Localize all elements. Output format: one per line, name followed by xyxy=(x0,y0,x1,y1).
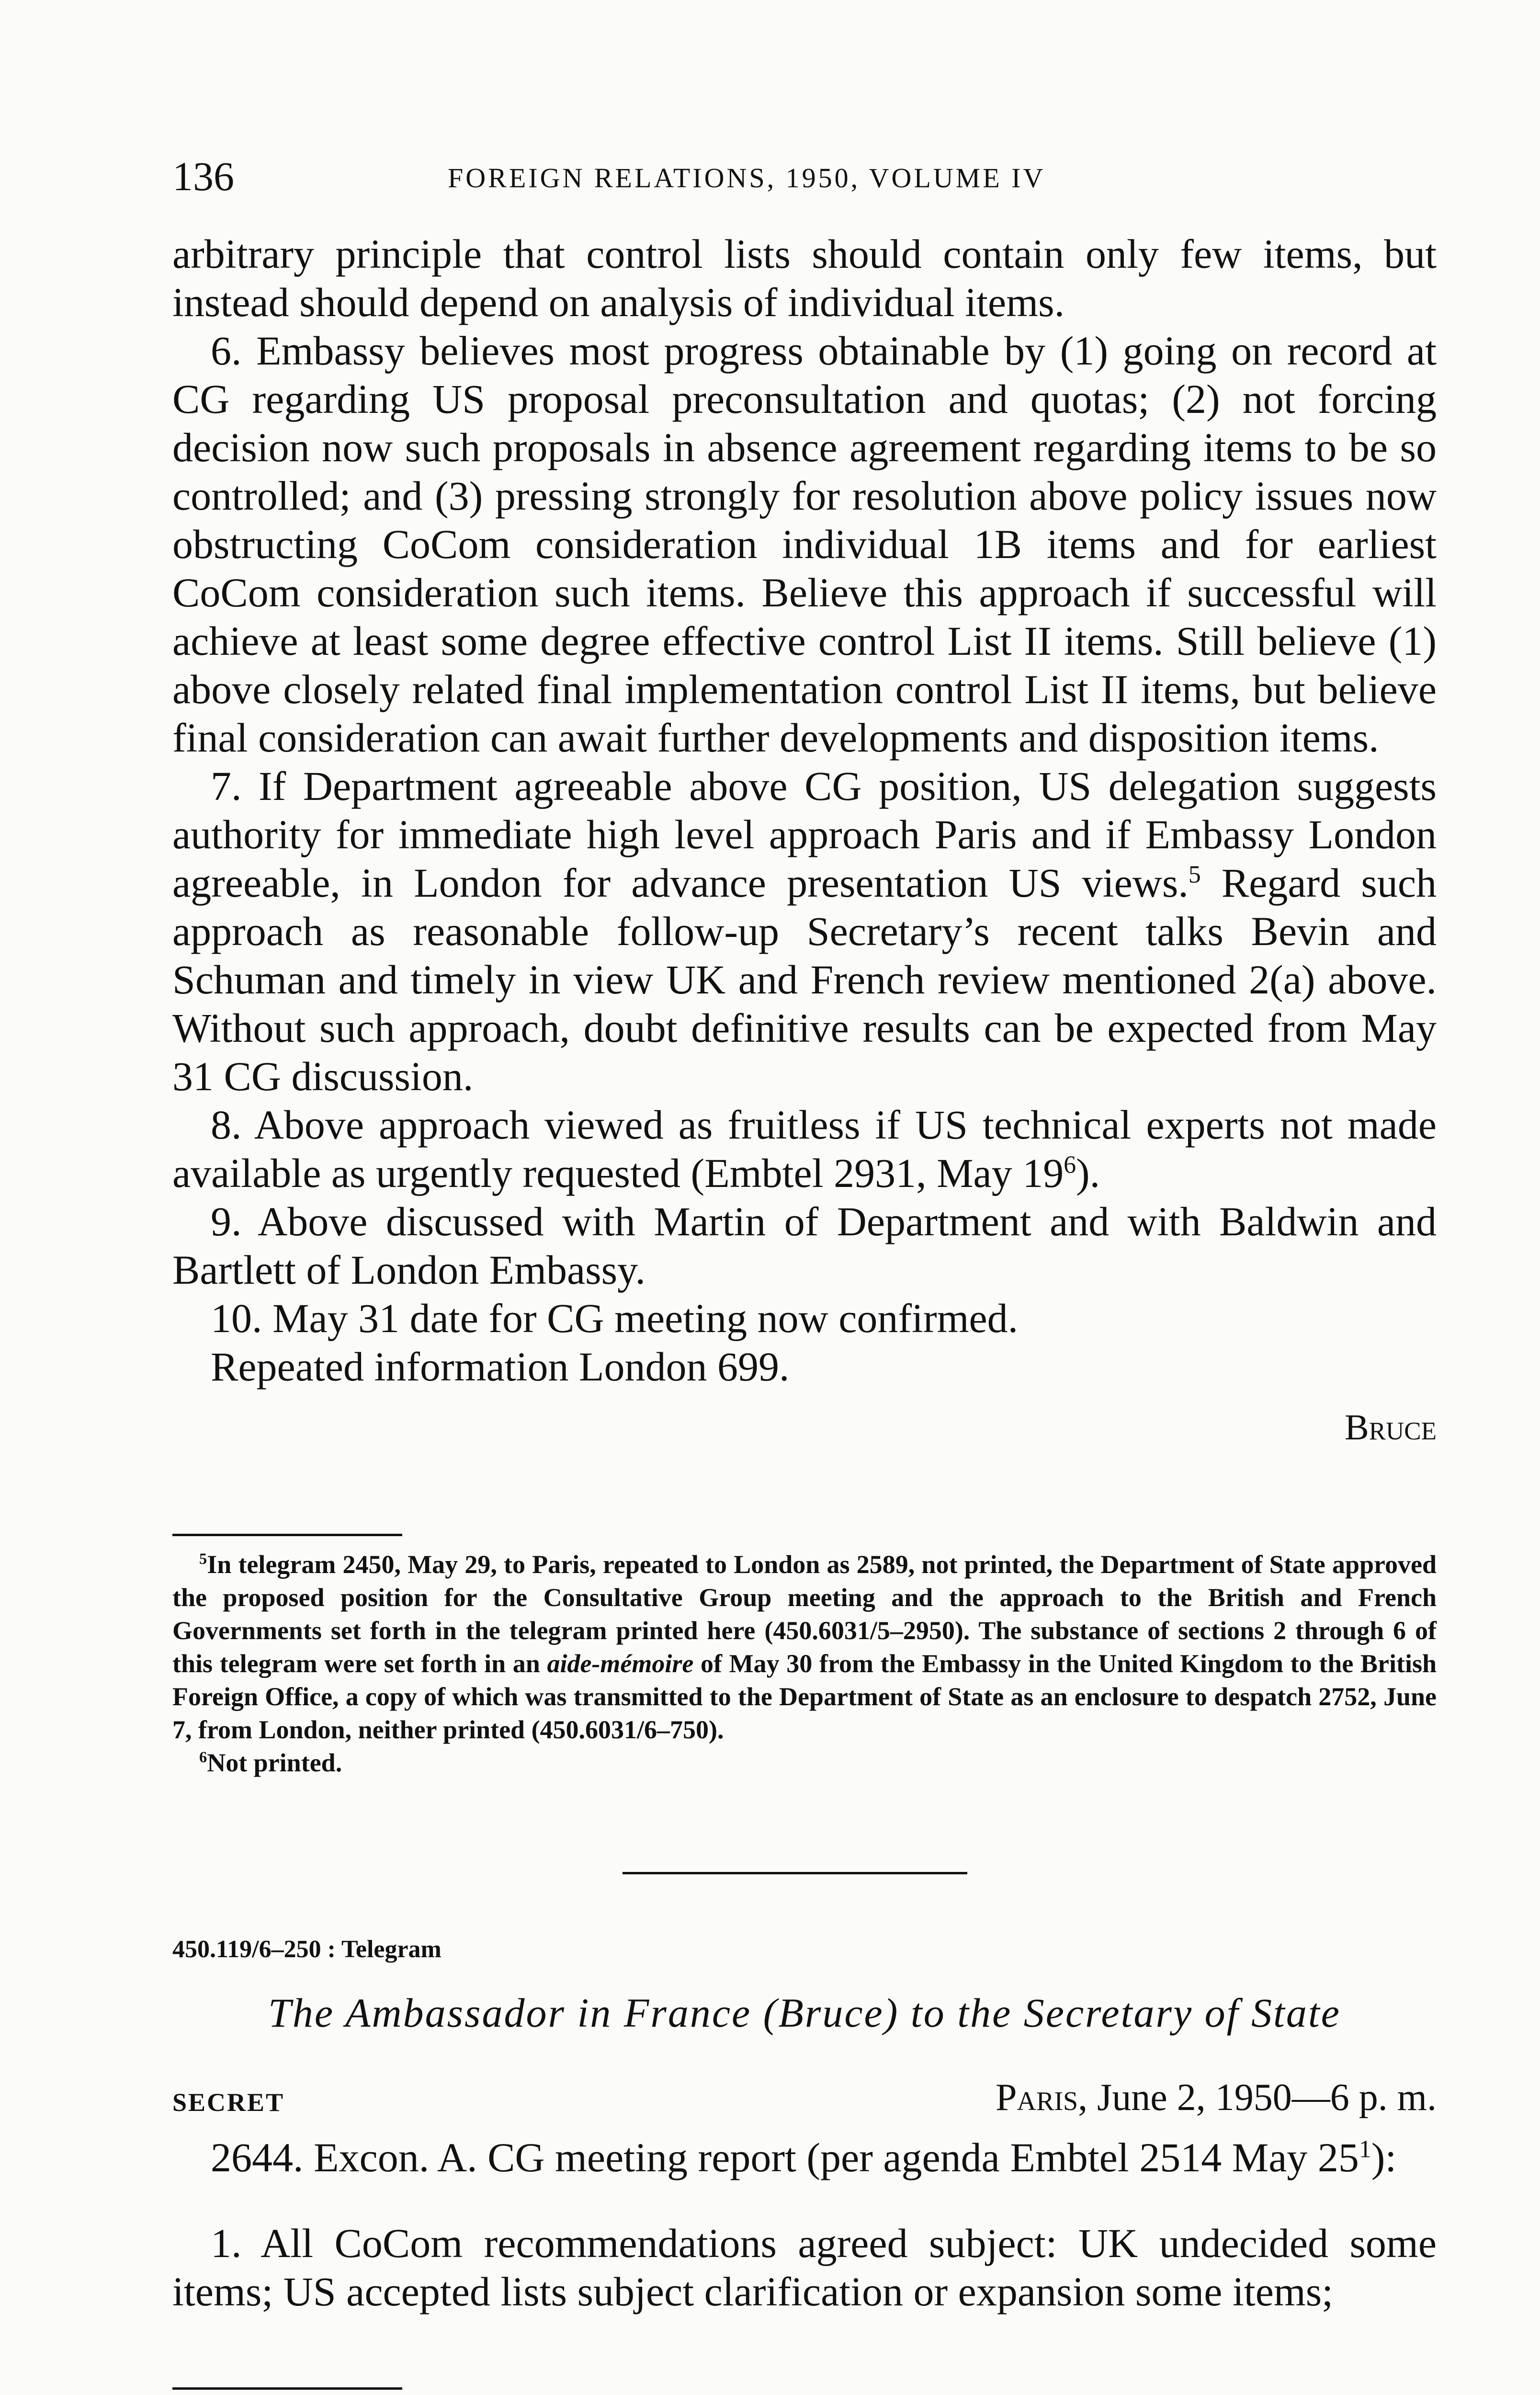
footnote-5 xyxy=(172,1548,1437,1746)
running-title: FOREIGN RELATIONS, 1950, VOLUME IV xyxy=(448,162,1046,194)
paragraph-6: 6. Embassy believes most progress obtainable by (1) going on record at CG regarding US proposal preconsultation and quotas; (2) not forcing decision now such proposals in absence agreement regarding items to be so controlled; and (3) pressing strongly for resolution above policy issues now obstructing CoCom consideration individual 1B items and for earliest CoCom consideration such items. Believe this approach if successful will achieve at least some degree effective control List II items. Still believe (1) above closely related final implementation control List II items, but believe final consideration can await further developments and disposition items. xyxy=(172,328,1437,761)
footnote-6-mark: 6 xyxy=(199,1749,207,1766)
footnote-5-mark: 5 xyxy=(199,1551,207,1568)
footnote-6-text: Not printed. xyxy=(207,1748,342,1777)
footnote-5-text-a: In telegram 2450, May 29, to Paris, repeated to London as 2589, not printed, the Department of State approved the proposed position for the Consultative Group meeting and the approach to the British and French Governments set forth in the telegram printed here (450.6031/5–2950). The substance of sections 2 through 6 of this telegram were set forth in an xyxy=(172,1550,1437,1678)
signature: Bruce xyxy=(1344,1407,1437,1448)
paragraph-7-text-b: Regard such approach as reasonable follow-up Secretary’s recent talks Bevin and Schuman and timely in view UK and French review mentioned 2(a) above. Without such approach, doubt definitive results can be expected from May 31 CG discussion. xyxy=(172,860,1437,1099)
page-header xyxy=(172,152,1437,205)
footnote-5-italic: aide-mémoire xyxy=(547,1649,694,1678)
telegram-paragraph-1-text-a: 2644. Excon. A. CG meeting report (per agenda Embtel 2514 May 25 xyxy=(211,2134,1359,2180)
paragraph-8-text-b: ). xyxy=(1076,1150,1100,1196)
telegram-body xyxy=(172,2133,1437,2316)
paragraph-10: 10. May 31 date for CG meeting now confirmed. xyxy=(211,1295,1019,1341)
dateline-place: Paris, xyxy=(996,2076,1088,2119)
footnote-divider-2 xyxy=(172,2387,402,2390)
paragraph-8 xyxy=(172,1101,1437,1198)
telegram-paragraph-1 xyxy=(172,2133,1437,2182)
paragraph-7 xyxy=(172,762,1437,1101)
footnote-ref-6: 6 xyxy=(1064,1151,1076,1179)
paragraph-continuation: arbitrary principle that control lists should contain only few items, but instead should depend on analysis of individual items. xyxy=(172,231,1437,325)
paragraph-7-text-a: 7. If Department agreeable above CG position, US delegation suggests authority for immediate high level approach Paris and if Embassy London agreeable, in London for advance presentation US views. xyxy=(172,763,1437,906)
telegram-paragraph-2: 1. All CoCom recommendations agreed subject: UK undecided some items; US accepted lists subject clarification or expansion some items; xyxy=(172,2220,1437,2315)
page-number: 136 xyxy=(172,153,234,199)
document-title: The Ambassador in France (Bruce) to the Secretary of State xyxy=(268,1990,1341,2036)
paragraph-9: 9. Above discussed with Martin of Department and with Baldwin and Bartlett of London Embassy. xyxy=(172,1198,1437,1293)
section-divider xyxy=(623,1872,967,1874)
classification-label: SECRET xyxy=(172,2088,285,2117)
footnotes xyxy=(172,1548,1437,1779)
dateline xyxy=(862,2076,1437,2120)
telegram-paragraph-1-text-b: ): xyxy=(1371,2134,1397,2180)
footnote-5-text-b: of May 30 from the Embassy in the United Kingdom to the British Foreign Office, a copy of which was transmitted to the Department of State as an enclosure to despatch 2752, June 7, from London, neither printed (450.6031/6–750). xyxy=(172,1649,1437,1744)
repeated-info: Repeated information London 699. xyxy=(211,1344,790,1390)
paragraph-8-text-a: 8. Above approach viewed as fruitless if US technical experts not made available as urgently requested (Embtel 2931, May 19 xyxy=(172,1102,1437,1196)
footnote-ref-5: 5 xyxy=(1188,861,1201,889)
dateline-date: June 2, 1950—6 p. m. xyxy=(1087,2076,1437,2119)
footnote-6 xyxy=(172,1746,1437,1779)
file-reference: 450.119/6–250 : Telegram xyxy=(172,1936,442,1963)
footnote-ref-1: 1 xyxy=(1359,2135,1371,2163)
footnote-divider xyxy=(172,1534,402,1536)
main-body-text xyxy=(172,230,1437,1452)
